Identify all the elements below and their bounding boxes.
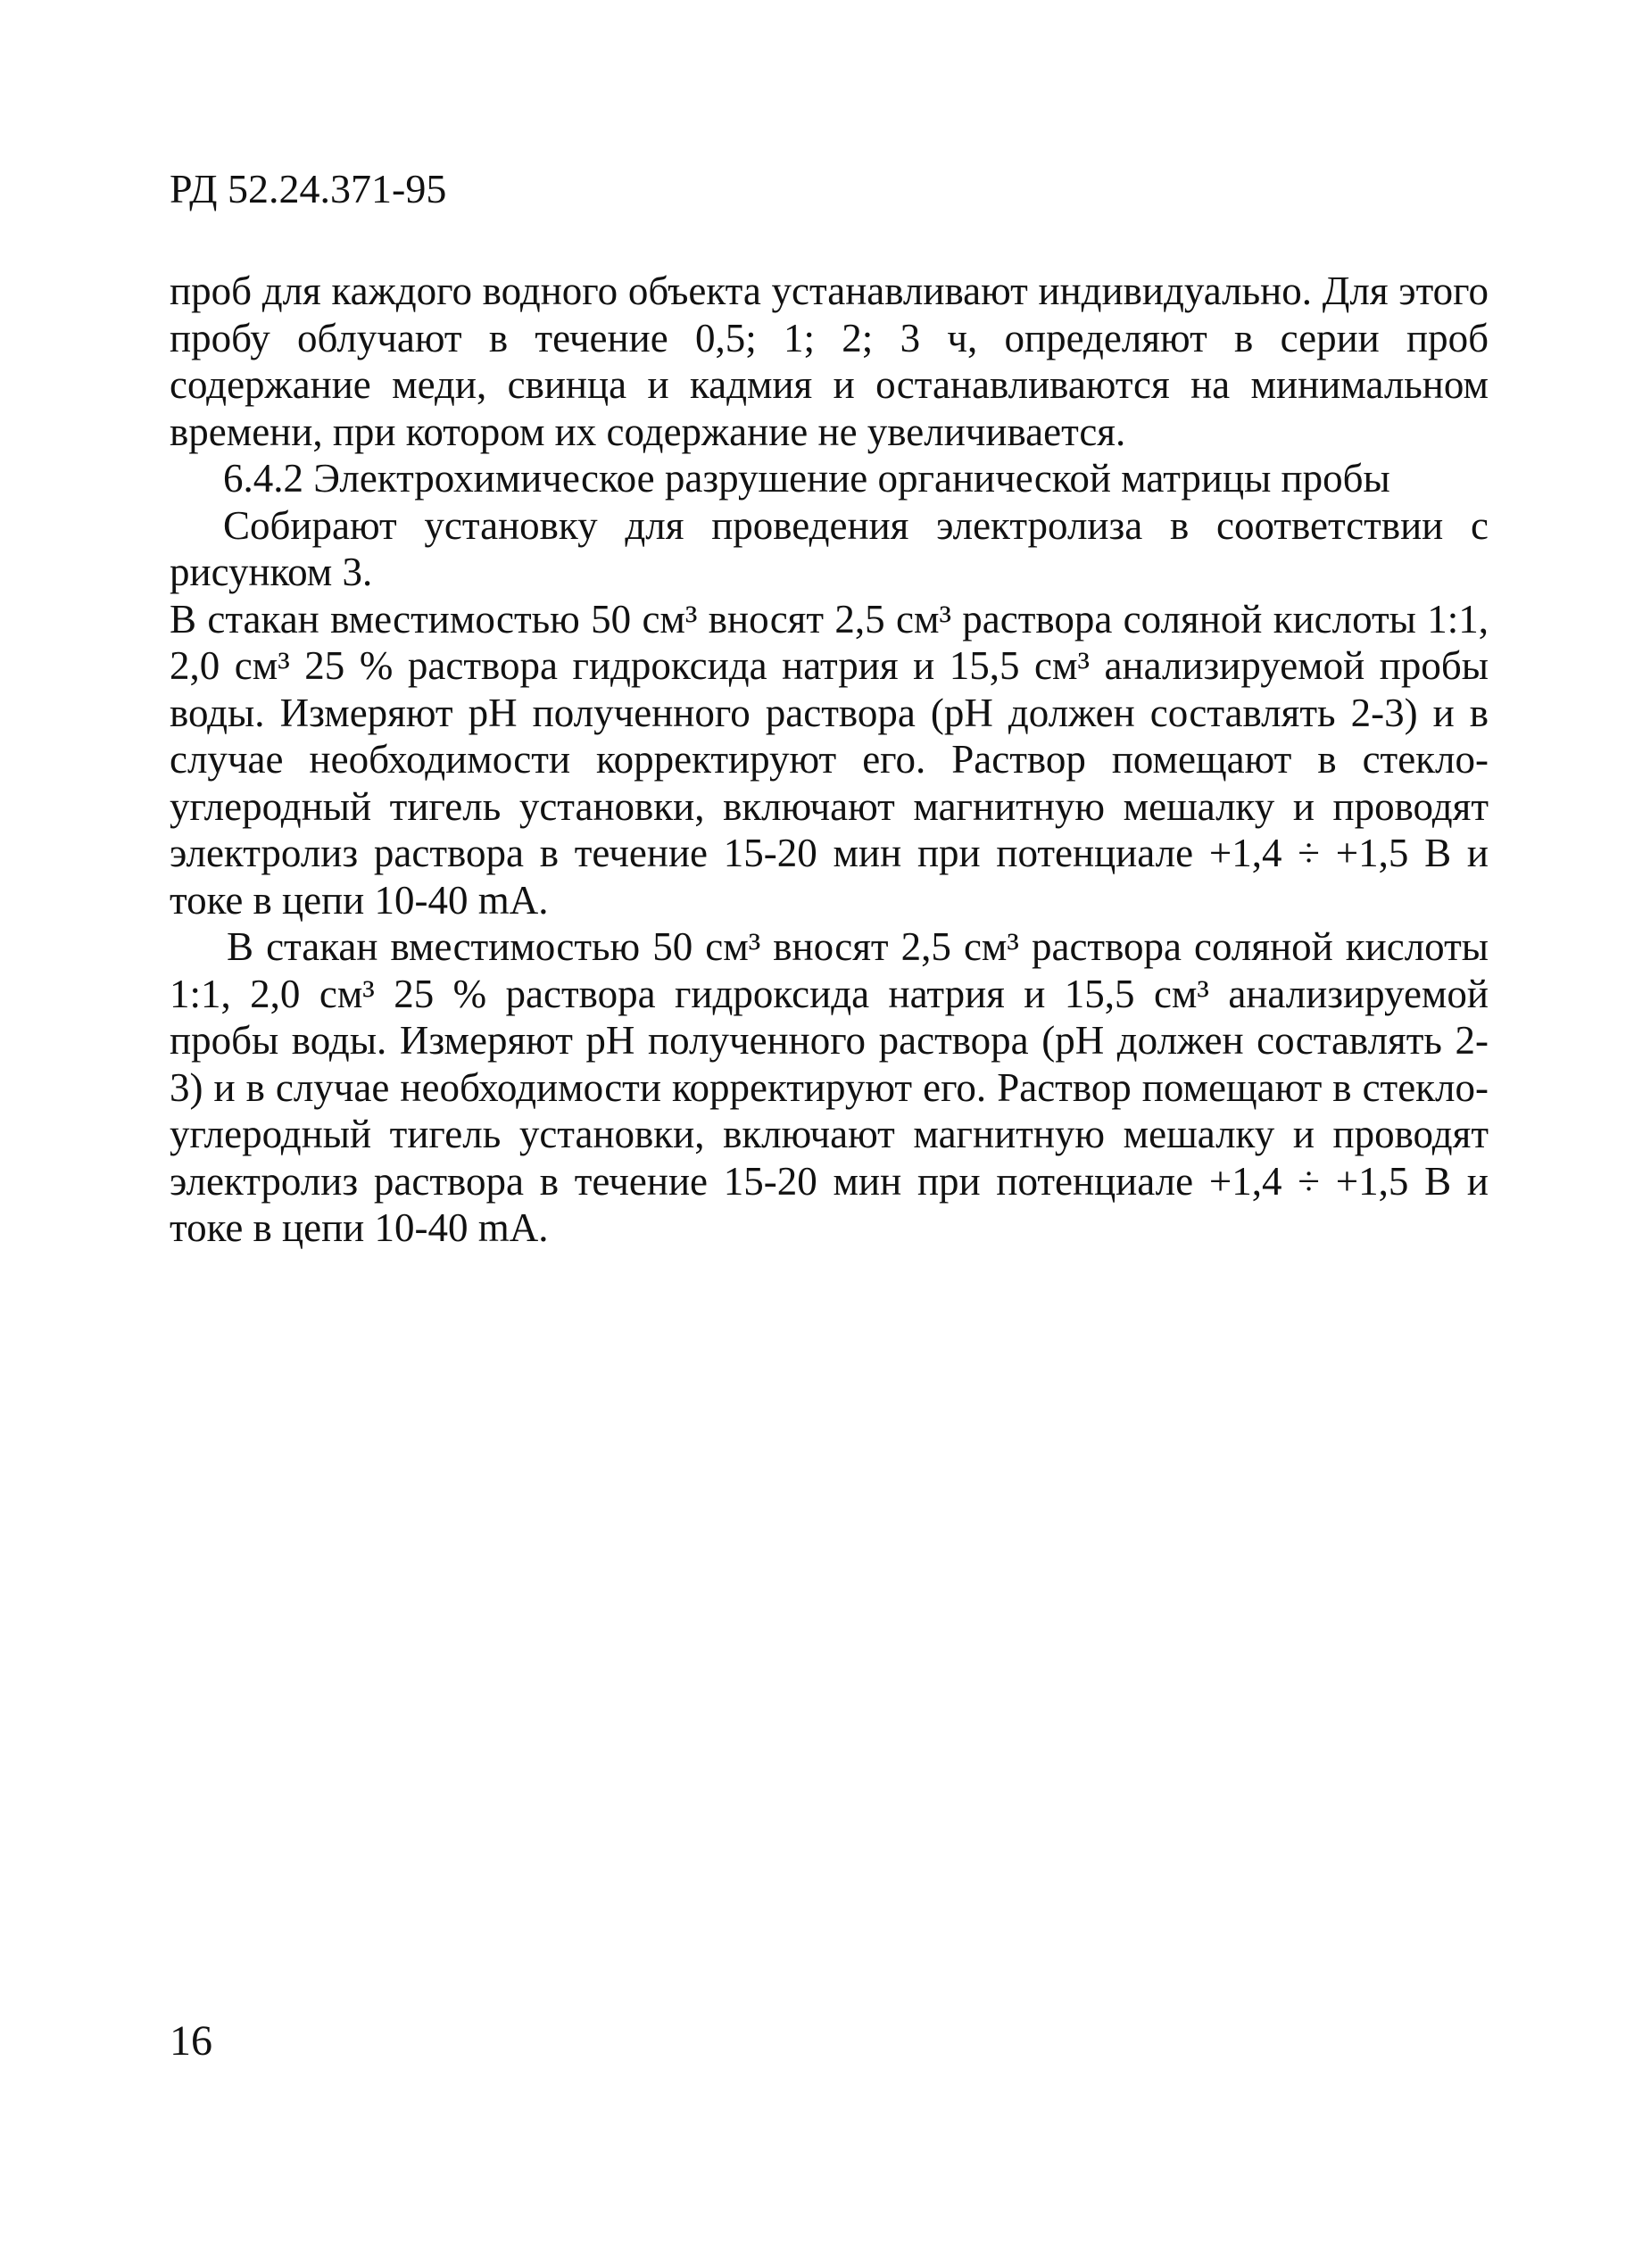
paragraph-procedure-2: В стакан вместимостью 50 см³ вносят 2,5 см³ раствора соляной кислоты 1:1, 2,0 см³ 25 % раствора гидроксида натрия и 15,5 см³ анализируемой пробы воды. Измеряют pH полученного раствора (pH должен составлять 2-3) и в случае необходимости корректируют его. Раствор помещают в стекло-углеродный тигель установки, включают магнитную мешалку и проводят электролиз раствора в течение 15-20 мин при потенциале +1,4 ÷ +1,5 В и токе в цепи 10-40 mA.: [170, 924, 1489, 1250]
document-code-header: РД 52.24.371-95: [170, 166, 447, 211]
paragraph-continuation: проб для каждого водного объекта устанавливают индивидуально. Для этого пробу облучают в течение 0,5; 1; 2; 3 ч, определяют в серии проб содержание меди, свинца и кадмия и останавливаются на минимальном времени, при котором их содержание не увеличивается.: [170, 269, 1489, 454]
paragraph-procedure-1: В стакан вместимостью 50 см³ вносят 2,5 см³ раствора соляной кислоты 1:1, 2,0 см³ 25 % раствора гидроксида натрия и 15,5 см³ анализируемой пробы воды. Измеряют pH полученного раствора (pH должен составлять 2-3) и в случае необходимости корректируют его. Раствор помещают в стекло-углеродный тигель установки, включают магнитную мешалку и проводят электролиз раствора в течение 15-20 мин при потенциале +1,4 ÷ +1,5 В и токе в цепи 10-40 mA.: [170, 596, 1489, 923]
document-body: [170, 268, 1489, 1252]
page-number: 16: [170, 2017, 212, 2065]
section-heading-6-4-2: 6.4.2 Электрохимическое разрушение органической матрицы пробы: [223, 456, 1390, 501]
paragraph-setup: Собирают установку для проведения электролиза в соответствии с рисунком 3.: [170, 502, 1489, 594]
